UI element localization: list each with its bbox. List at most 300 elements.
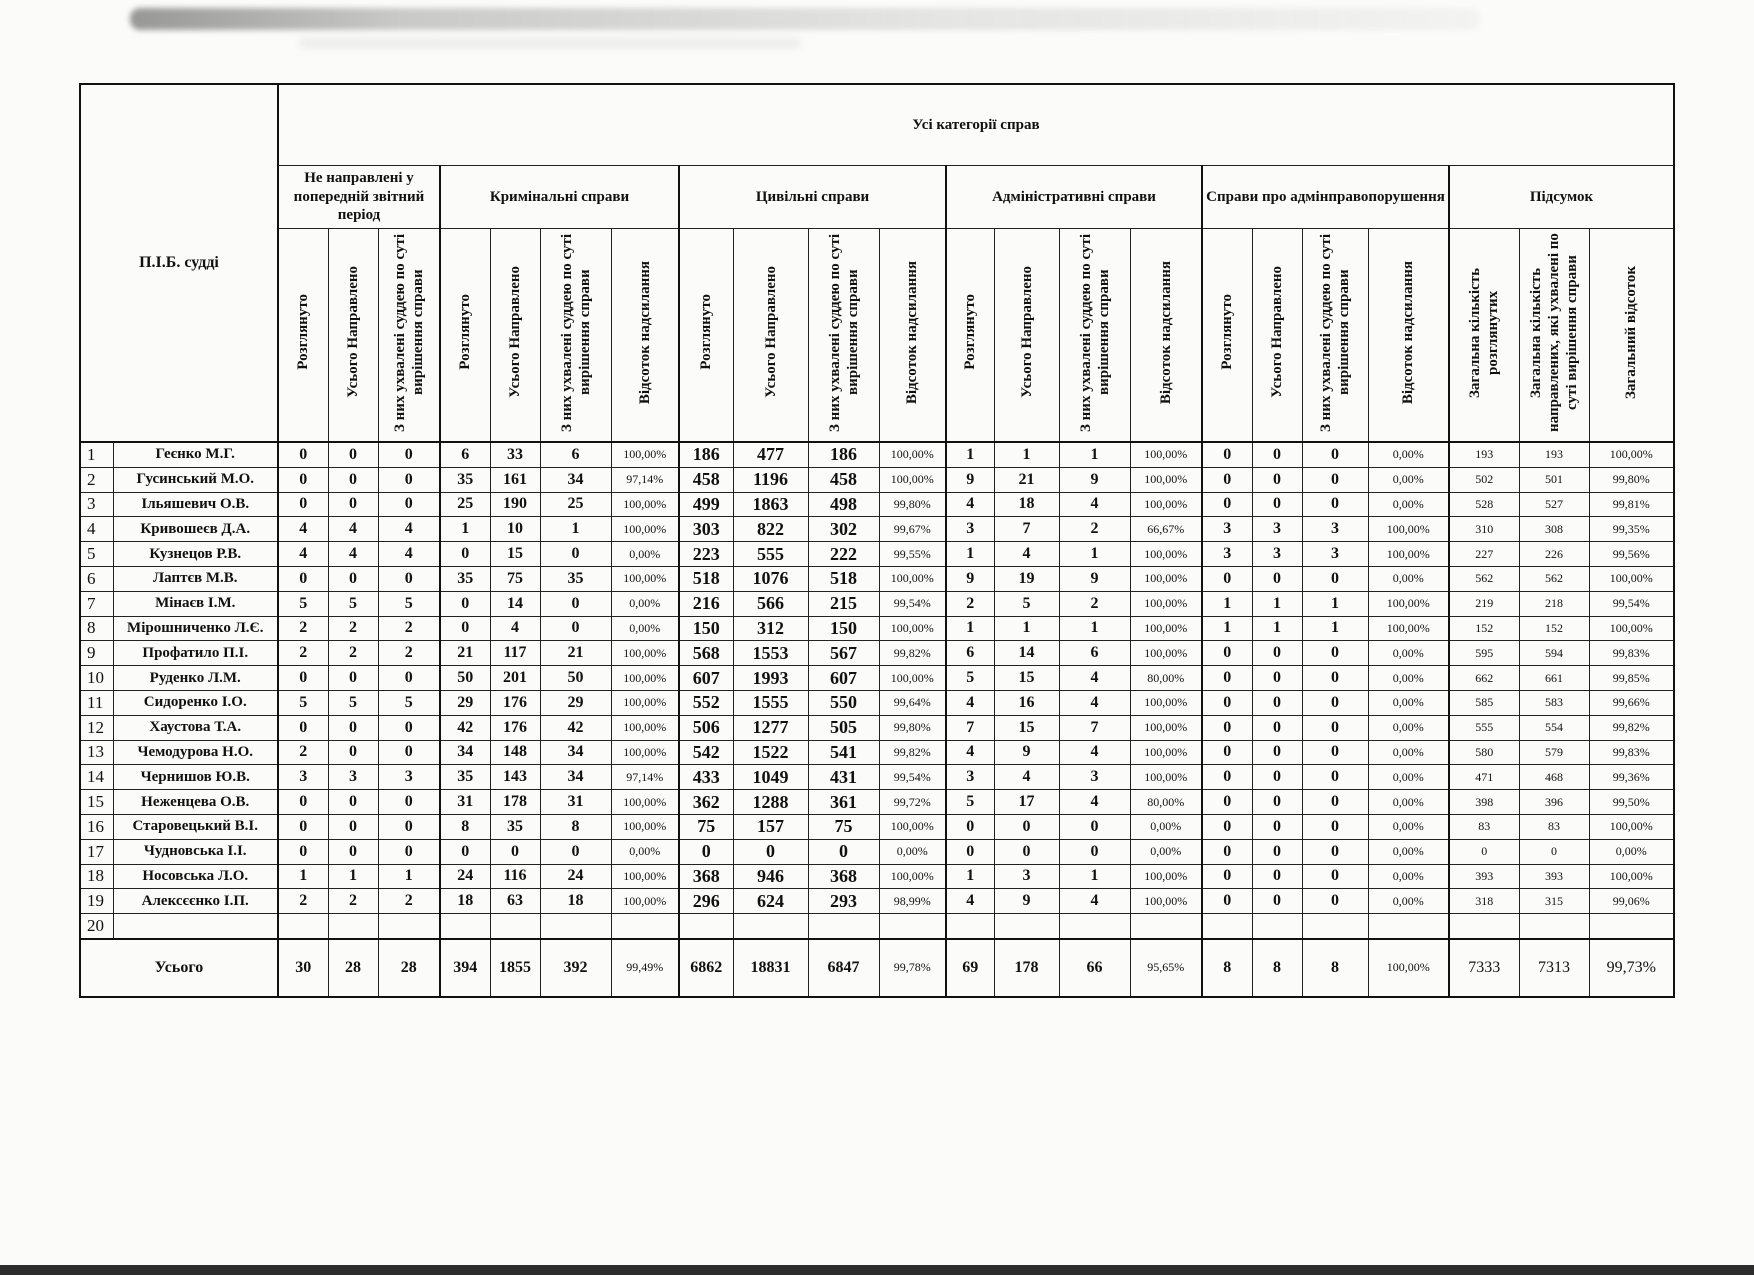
data-cell: 100,00% (879, 442, 946, 467)
data-cell: 1 (994, 616, 1059, 641)
data-cell: 100,00% (1368, 616, 1449, 641)
data-cell: 0,00% (1589, 839, 1674, 864)
data-cell (1519, 914, 1589, 939)
table-row (80, 690, 1674, 715)
data-cell: 5 (378, 690, 440, 715)
data-cell: 34 (540, 765, 611, 790)
data-cell: 0 (328, 839, 378, 864)
data-cell: 0 (1202, 839, 1252, 864)
data-cell: 25 (440, 492, 490, 517)
data-cell: 0 (378, 740, 440, 765)
scan-bottom-edge (0, 1265, 1754, 1275)
data-cell: 0,00% (1368, 641, 1449, 666)
data-cell: 100,00% (1130, 889, 1202, 914)
data-cell: 3 (1252, 542, 1302, 567)
data-cell: 308 (1519, 517, 1589, 542)
table-row (80, 914, 1674, 939)
total-cell: 28 (328, 939, 378, 997)
data-cell: 361 (808, 790, 879, 815)
judge-name-cell: Руденко Л.М. (113, 666, 278, 691)
data-cell: 4 (1059, 790, 1130, 815)
data-cell: 152 (1519, 616, 1589, 641)
data-cell: 0,00% (1368, 690, 1449, 715)
data-cell: 0 (278, 790, 328, 815)
data-cell: 0 (1302, 566, 1368, 591)
data-cell: 583 (1519, 690, 1589, 715)
data-cell: 315 (1519, 889, 1589, 914)
data-cell: 527 (1519, 492, 1589, 517)
subheader-considered: Розглянуто (1202, 229, 1252, 443)
data-cell: 0 (378, 566, 440, 591)
data-cell: 4 (278, 542, 328, 567)
data-cell: 99,72% (879, 790, 946, 815)
data-cell: 100,00% (1130, 566, 1202, 591)
group-header-not-sent: Не направлені у попередній звітний період (278, 166, 440, 229)
data-cell: 458 (808, 467, 879, 492)
data-cell: 555 (1449, 715, 1519, 740)
data-cell: 7 (946, 715, 994, 740)
data-cell: 1 (1059, 864, 1130, 889)
data-cell: 10 (490, 517, 540, 542)
data-cell: 1522 (733, 740, 808, 765)
judge-name-cell: Ільяшевич О.В. (113, 492, 278, 517)
data-cell: 518 (808, 566, 879, 591)
data-cell: 471 (1449, 765, 1519, 790)
total-label: Усього (80, 939, 278, 997)
data-cell: 296 (679, 889, 733, 914)
data-cell: 5 (946, 666, 994, 691)
data-cell: 506 (679, 715, 733, 740)
data-cell: 100,00% (1130, 591, 1202, 616)
data-cell: 100,00% (611, 517, 679, 542)
judge-name-cell: Кузнецов Р.В. (113, 542, 278, 567)
total-cell: 69 (946, 939, 994, 997)
row-number: 15 (80, 790, 113, 815)
data-cell: 433 (679, 765, 733, 790)
data-cell: 3 (1252, 517, 1302, 542)
data-cell (540, 914, 611, 939)
data-cell: 4 (946, 690, 994, 715)
judge-name-cell: Мірошниченко Л.Є. (113, 616, 278, 641)
table-row (80, 864, 1674, 889)
data-cell: 100,00% (1368, 517, 1449, 542)
data-cell: 0 (328, 740, 378, 765)
data-cell: 562 (1449, 566, 1519, 591)
data-cell: 661 (1519, 666, 1589, 691)
data-cell: 18 (540, 889, 611, 914)
data-cell: 100,00% (1589, 616, 1674, 641)
subheader-considered: Розглянуто (946, 229, 994, 443)
data-cell: 9 (946, 467, 994, 492)
data-cell: 100,00% (1130, 442, 1202, 467)
data-cell: 99,85% (1589, 666, 1674, 691)
data-cell: 100,00% (611, 442, 679, 467)
data-cell (1252, 914, 1302, 939)
data-cell: 4 (278, 517, 328, 542)
subheader-decided: З них ухвалені суддею по суті вирішення справи (540, 229, 611, 443)
data-cell: 100,00% (1130, 542, 1202, 567)
data-cell: 99,50% (1589, 790, 1674, 815)
data-cell: 1 (540, 517, 611, 542)
data-cell (378, 914, 440, 939)
total-cell: 8 (1302, 939, 1368, 997)
table-row (80, 616, 1674, 641)
data-cell: 0 (1202, 641, 1252, 666)
data-cell: 0 (1202, 442, 1252, 467)
data-cell: 0 (1202, 666, 1252, 691)
data-cell: 0,00% (1368, 442, 1449, 467)
data-cell: 97,14% (611, 765, 679, 790)
data-cell: 5 (328, 690, 378, 715)
data-cell: 100,00% (1368, 542, 1449, 567)
judge-name-cell: Носовська Л.О. (113, 864, 278, 889)
data-cell: 33 (490, 442, 540, 467)
data-cell: 35 (440, 765, 490, 790)
subheader-percent: Відсоток надсилання (1368, 229, 1449, 443)
data-cell: 0 (1252, 442, 1302, 467)
data-cell: 19 (994, 566, 1059, 591)
data-cell: 50 (440, 666, 490, 691)
data-cell: 227 (1449, 542, 1519, 567)
subheader-percent: Відсоток надсилання (1130, 229, 1202, 443)
data-cell: 35 (440, 467, 490, 492)
data-cell: 552 (679, 690, 733, 715)
data-cell: 0,00% (611, 591, 679, 616)
data-cell: 562 (1519, 566, 1589, 591)
data-cell: 4 (328, 542, 378, 567)
row-number: 20 (80, 914, 113, 939)
table-row (80, 492, 1674, 517)
data-cell: 1277 (733, 715, 808, 740)
data-cell: 0 (378, 814, 440, 839)
data-cell: 15 (994, 715, 1059, 740)
data-cell: 9 (1059, 566, 1130, 591)
data-cell: 4 (994, 542, 1059, 567)
data-cell: 0 (1059, 814, 1130, 839)
data-cell: 2 (1059, 517, 1130, 542)
data-cell: 100,00% (611, 641, 679, 666)
data-cell (733, 914, 808, 939)
data-cell: 0 (540, 591, 611, 616)
data-cell: 0,00% (1368, 715, 1449, 740)
data-cell: 100,00% (611, 814, 679, 839)
data-cell: 34 (440, 740, 490, 765)
data-cell: 501 (1519, 467, 1589, 492)
total-cell: 394 (440, 939, 490, 997)
data-cell: 34 (540, 740, 611, 765)
data-cell: 0 (440, 542, 490, 567)
data-cell: 0 (1302, 467, 1368, 492)
total-cell: 99,49% (611, 939, 679, 997)
data-cell: 0 (1252, 715, 1302, 740)
data-cell: 223 (679, 542, 733, 567)
data-cell: 0 (994, 839, 1059, 864)
data-cell (808, 914, 879, 939)
data-cell: 0 (1302, 715, 1368, 740)
data-cell: 0 (946, 814, 994, 839)
data-cell: 0,00% (1368, 814, 1449, 839)
data-cell: 222 (808, 542, 879, 567)
data-cell (328, 914, 378, 939)
data-cell: 498 (808, 492, 879, 517)
data-cell: 29 (440, 690, 490, 715)
data-cell: 0 (1252, 690, 1302, 715)
data-cell: 0,00% (1368, 740, 1449, 765)
data-cell (1302, 914, 1368, 939)
data-cell: 116 (490, 864, 540, 889)
total-cell: 95,65% (1130, 939, 1202, 997)
data-cell: 0 (328, 715, 378, 740)
data-cell: 5 (278, 690, 328, 715)
total-cell: 99,73% (1589, 939, 1674, 997)
data-cell: 2 (278, 616, 328, 641)
data-cell: 186 (679, 442, 733, 467)
data-cell: 0 (328, 814, 378, 839)
data-cell: 1 (994, 442, 1059, 467)
data-cell: 0 (328, 790, 378, 815)
subheader-sent: Усього Направлено (1252, 229, 1302, 443)
data-cell: 0,00% (1368, 492, 1449, 517)
data-cell: 100,00% (1589, 814, 1674, 839)
data-cell: 150 (679, 616, 733, 641)
data-cell: 2 (278, 641, 328, 666)
data-cell: 0,00% (611, 616, 679, 641)
data-cell: 97,14% (611, 467, 679, 492)
data-cell: 4 (378, 517, 440, 542)
data-cell: 5 (946, 790, 994, 815)
data-cell: 4 (378, 542, 440, 567)
data-cell: 99,80% (879, 492, 946, 517)
data-cell: 568 (679, 641, 733, 666)
data-cell: 2 (378, 616, 440, 641)
data-cell: 100,00% (1130, 616, 1202, 641)
data-cell: 31 (440, 790, 490, 815)
data-cell: 0 (1302, 492, 1368, 517)
data-cell: 1553 (733, 641, 808, 666)
data-cell: 99,06% (1589, 889, 1674, 914)
data-cell: 0,00% (1368, 864, 1449, 889)
data-cell: 176 (490, 715, 540, 740)
data-cell: 25 (540, 492, 611, 517)
data-cell: 0 (1302, 690, 1368, 715)
table-row (80, 839, 1674, 864)
data-cell: 99,82% (1589, 715, 1674, 740)
judges-statistics-table (79, 83, 1675, 998)
data-cell: 0 (946, 839, 994, 864)
row-number: 9 (80, 641, 113, 666)
data-cell: 100,00% (611, 666, 679, 691)
data-cell: 99,80% (879, 715, 946, 740)
judge-name-cell: Чернишов Ю.В. (113, 765, 278, 790)
data-cell: 502 (1449, 467, 1519, 492)
data-cell: 518 (679, 566, 733, 591)
data-cell: 0,00% (1130, 814, 1202, 839)
data-cell: 0,00% (1368, 889, 1449, 914)
data-cell: 3 (1302, 517, 1368, 542)
data-cell: 0 (1202, 864, 1252, 889)
data-cell: 0 (679, 839, 733, 864)
data-cell: 1863 (733, 492, 808, 517)
data-cell: 0 (1302, 442, 1368, 467)
data-cell: 100,00% (1130, 492, 1202, 517)
judge-name-cell: Хаустова Т.А. (113, 715, 278, 740)
data-cell: 99,35% (1589, 517, 1674, 542)
data-cell: 75 (808, 814, 879, 839)
data-cell: 4 (1059, 690, 1130, 715)
data-cell: 505 (808, 715, 879, 740)
data-cell: 1 (1202, 616, 1252, 641)
data-cell: 3 (994, 864, 1059, 889)
data-cell: 7 (994, 517, 1059, 542)
data-cell: 216 (679, 591, 733, 616)
data-cell: 468 (1519, 765, 1589, 790)
data-cell: 100,00% (1589, 442, 1674, 467)
data-cell (611, 914, 679, 939)
data-cell: 0 (1202, 740, 1252, 765)
data-cell: 2 (378, 641, 440, 666)
data-cell: 368 (679, 864, 733, 889)
data-cell: 100,00% (611, 566, 679, 591)
data-cell: 3 (378, 765, 440, 790)
total-cell: 18831 (733, 939, 808, 997)
row-number: 4 (80, 517, 113, 542)
data-cell: 7 (1059, 715, 1130, 740)
data-cell: 4 (328, 517, 378, 542)
data-cell: 34 (540, 467, 611, 492)
subheader-total-percent: Загальний відсоток (1589, 229, 1674, 443)
data-cell: 580 (1449, 740, 1519, 765)
data-cell: 3 (1302, 542, 1368, 567)
data-cell: 0 (1252, 666, 1302, 691)
data-cell: 201 (490, 666, 540, 691)
data-cell: 100,00% (1130, 690, 1202, 715)
data-cell: 368 (808, 864, 879, 889)
data-cell: 607 (679, 666, 733, 691)
table-row (80, 542, 1674, 567)
data-cell: 100,00% (611, 864, 679, 889)
data-cell: 0 (278, 467, 328, 492)
data-cell: 318 (1449, 889, 1519, 914)
data-cell: 1049 (733, 765, 808, 790)
row-number: 13 (80, 740, 113, 765)
data-cell: 0 (328, 467, 378, 492)
data-cell: 99,54% (879, 765, 946, 790)
data-cell: 100,00% (879, 566, 946, 591)
data-cell: 0,00% (611, 839, 679, 864)
data-cell: 0 (1202, 492, 1252, 517)
table-row (80, 641, 1674, 666)
data-cell: 0 (328, 666, 378, 691)
report-table-wrapper (79, 83, 1675, 998)
data-cell: 0 (1202, 814, 1252, 839)
data-cell: 0,00% (1368, 467, 1449, 492)
data-cell: 63 (490, 889, 540, 914)
data-cell: 83 (1519, 814, 1589, 839)
data-cell (1589, 914, 1674, 939)
data-cell (1059, 914, 1130, 939)
data-cell: 0 (1302, 666, 1368, 691)
data-cell: 393 (1519, 864, 1589, 889)
data-cell: 0 (440, 839, 490, 864)
data-cell: 541 (808, 740, 879, 765)
data-cell: 2 (946, 591, 994, 616)
data-cell: 542 (679, 740, 733, 765)
data-cell: 1076 (733, 566, 808, 591)
data-cell: 1 (1302, 616, 1368, 641)
data-cell: 3 (946, 517, 994, 542)
table-row (80, 715, 1674, 740)
data-cell: 2 (278, 740, 328, 765)
data-cell: 477 (733, 442, 808, 467)
data-cell: 50 (540, 666, 611, 691)
group-header-civil: Цивільні справи (679, 166, 946, 229)
data-cell: 0 (278, 666, 328, 691)
table-row (80, 442, 1674, 467)
judge-name-cell (113, 914, 278, 939)
data-cell: 1555 (733, 690, 808, 715)
data-cell: 594 (1519, 641, 1589, 666)
judge-name-cell: Мінаєв І.М. (113, 591, 278, 616)
data-cell: 5 (328, 591, 378, 616)
judge-name-cell: Геєнко М.Г. (113, 442, 278, 467)
subheader-considered: Розглянуто (278, 229, 328, 443)
data-cell: 2 (278, 889, 328, 914)
data-cell: 1993 (733, 666, 808, 691)
data-cell: 393 (1449, 864, 1519, 889)
total-cell: 6847 (808, 939, 879, 997)
data-cell: 0 (328, 442, 378, 467)
data-cell: 21 (540, 641, 611, 666)
table-row (80, 566, 1674, 591)
group-header-admin-offenses: Справи про адмінправопорушення (1202, 166, 1449, 229)
row-number: 1 (80, 442, 113, 467)
data-cell: 0 (1202, 790, 1252, 815)
data-cell: 1 (1252, 616, 1302, 641)
data-cell: 0 (378, 492, 440, 517)
total-cell: 392 (540, 939, 611, 997)
data-cell: 21 (440, 641, 490, 666)
data-cell: 0 (1302, 864, 1368, 889)
data-cell: 0 (1252, 790, 1302, 815)
data-cell: 100,00% (1130, 641, 1202, 666)
data-cell: 215 (808, 591, 879, 616)
data-cell: 4 (1059, 889, 1130, 914)
group-header-administrative: Адміністративні справи (946, 166, 1202, 229)
data-cell (994, 914, 1059, 939)
data-cell: 310 (1449, 517, 1519, 542)
data-cell: 946 (733, 864, 808, 889)
data-cell: 186 (808, 442, 879, 467)
data-cell: 0 (1252, 839, 1302, 864)
data-cell: 218 (1519, 591, 1589, 616)
data-cell: 9 (1059, 467, 1130, 492)
data-cell: 100,00% (1589, 864, 1674, 889)
data-cell: 0,00% (1368, 839, 1449, 864)
data-cell: 0 (1302, 790, 1368, 815)
data-cell: 595 (1449, 641, 1519, 666)
subheader-total-sent-decided: Загальна кількість направлених, які ухвалені по суті вирішення справи (1519, 229, 1589, 443)
data-cell: 99,82% (879, 641, 946, 666)
data-cell: 99,83% (1589, 641, 1674, 666)
data-cell: 83 (1449, 814, 1519, 839)
row-number: 11 (80, 690, 113, 715)
data-cell: 100,00% (611, 715, 679, 740)
data-cell: 1 (1059, 442, 1130, 467)
data-cell: 176 (490, 690, 540, 715)
data-cell: 0 (278, 442, 328, 467)
data-cell: 0 (1302, 839, 1368, 864)
subheader-sent: Усього Направлено (733, 229, 808, 443)
